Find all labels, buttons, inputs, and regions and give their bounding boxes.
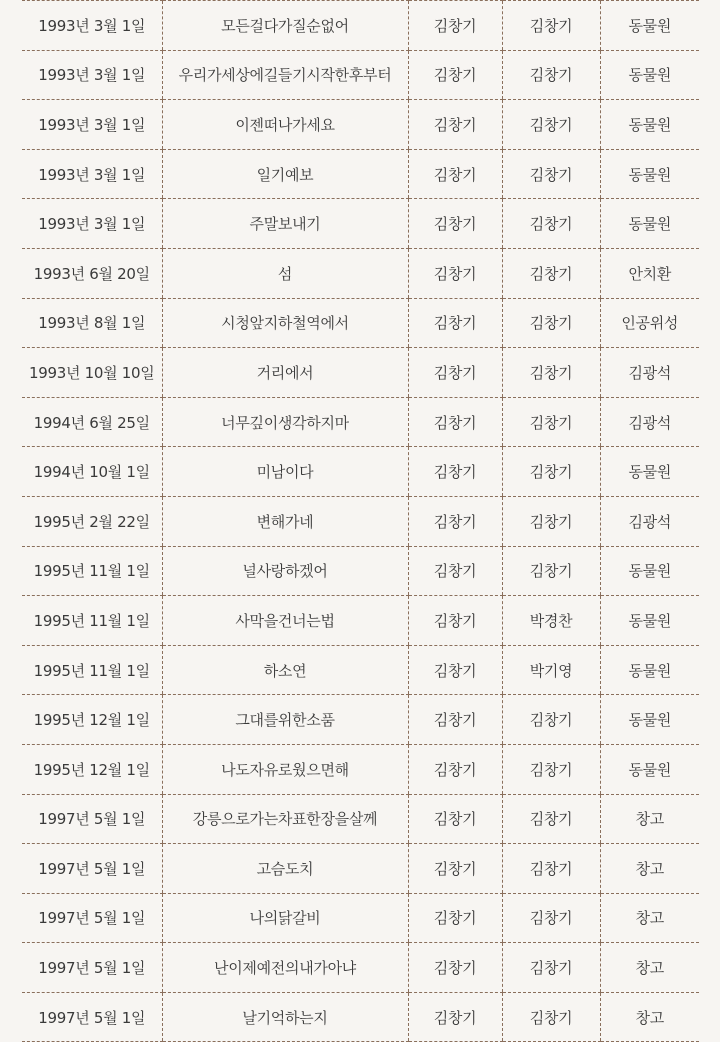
artist-cell: 김광석 (600, 348, 699, 398)
lyricist-cell: 김창기 (408, 943, 502, 993)
table-row (22, 50, 699, 100)
composer-cell: 김창기 (502, 397, 600, 447)
artist-cell: 동물원 (600, 744, 699, 794)
composer-cell: 김창기 (502, 348, 600, 398)
table-row (22, 348, 699, 398)
artist-cell: 동물원 (600, 645, 699, 695)
composer-cell: 김창기 (502, 50, 600, 100)
lyricist-cell: 김창기 (408, 844, 502, 894)
lyricist-cell: 김창기 (408, 199, 502, 249)
table-row (22, 100, 699, 150)
lyricist-cell: 김창기 (408, 992, 502, 1042)
table-row (22, 943, 699, 993)
table-row (22, 149, 699, 199)
artist-cell: 동물원 (600, 100, 699, 150)
song-title-cell: 강릉으로가는차표한장을살께 (162, 794, 408, 844)
lyricist-cell: 김창기 (408, 298, 502, 348)
release-date-cell: 1997년 5월 1일 (22, 992, 162, 1042)
artist-cell: 동물원 (600, 1, 699, 51)
song-title-cell: 나도자유로웠으면해 (162, 744, 408, 794)
composer-cell: 김창기 (502, 893, 600, 943)
composer-cell: 김창기 (502, 992, 600, 1042)
lyricist-cell: 김창기 (408, 893, 502, 943)
lyricist-cell: 김창기 (408, 50, 502, 100)
song-title-cell: 고슴도치 (162, 844, 408, 894)
table-row (22, 546, 699, 596)
song-title-cell: 이젠떠나가세요 (162, 100, 408, 150)
song-title-cell: 우리가세상에길들기시작한후부터 (162, 50, 408, 100)
artist-cell: 김광석 (600, 496, 699, 546)
lyricist-cell: 김창기 (408, 100, 502, 150)
lyricist-cell: 김창기 (408, 596, 502, 646)
release-date-cell: 1994년 10월 1일 (22, 447, 162, 497)
artist-cell: 동물원 (600, 149, 699, 199)
table-row (22, 744, 699, 794)
song-title-cell: 널사랑하겠어 (162, 546, 408, 596)
table-row (22, 1, 699, 51)
song-table-body (22, 1, 699, 1042)
artist-cell: 동물원 (600, 546, 699, 596)
song-title-cell: 나의닭갈비 (162, 893, 408, 943)
composer-cell: 김창기 (502, 248, 600, 298)
composer-cell: 김창기 (502, 149, 600, 199)
table-row (22, 992, 699, 1042)
release-date-cell: 1993년 8월 1일 (22, 298, 162, 348)
release-date-cell: 1993년 3월 1일 (22, 149, 162, 199)
composer-cell: 김창기 (502, 744, 600, 794)
release-date-cell: 1995년 11월 1일 (22, 645, 162, 695)
artist-cell: 김광석 (600, 397, 699, 447)
artist-cell: 창고 (600, 943, 699, 993)
composer-cell: 김창기 (502, 1, 600, 51)
composer-cell: 김창기 (502, 100, 600, 150)
table-row (22, 596, 699, 646)
song-title-cell: 난이제예전의내가아냐 (162, 943, 408, 993)
release-date-cell: 1995년 11월 1일 (22, 596, 162, 646)
song-title-cell: 하소연 (162, 645, 408, 695)
song-table (22, 0, 699, 1042)
table-row (22, 397, 699, 447)
composer-cell: 김창기 (502, 943, 600, 993)
song-title-cell: 미남이다 (162, 447, 408, 497)
table-row (22, 645, 699, 695)
artist-cell: 동물원 (600, 199, 699, 249)
release-date-cell: 1994년 6월 25일 (22, 397, 162, 447)
song-title-cell: 날기억하는지 (162, 992, 408, 1042)
release-date-cell: 1997년 5월 1일 (22, 794, 162, 844)
song-table-container (22, 0, 699, 1042)
release-date-cell: 1997년 5월 1일 (22, 844, 162, 894)
release-date-cell: 1997년 5월 1일 (22, 943, 162, 993)
lyricist-cell: 김창기 (408, 447, 502, 497)
artist-cell: 창고 (600, 992, 699, 1042)
composer-cell: 김창기 (502, 496, 600, 546)
composer-cell: 김창기 (502, 695, 600, 745)
composer-cell: 김창기 (502, 844, 600, 894)
table-row (22, 496, 699, 546)
release-date-cell: 1997년 5월 1일 (22, 893, 162, 943)
lyricist-cell: 김창기 (408, 645, 502, 695)
artist-cell: 창고 (600, 794, 699, 844)
release-date-cell: 1995년 2월 22일 (22, 496, 162, 546)
artist-cell: 안치환 (600, 248, 699, 298)
table-row (22, 298, 699, 348)
artist-cell: 창고 (600, 893, 699, 943)
lyricist-cell: 김창기 (408, 695, 502, 745)
table-row (22, 447, 699, 497)
release-date-cell: 1995년 12월 1일 (22, 695, 162, 745)
composer-cell: 김창기 (502, 546, 600, 596)
lyricist-cell: 김창기 (408, 744, 502, 794)
song-title-cell: 주말보내기 (162, 199, 408, 249)
song-title-cell: 섬 (162, 248, 408, 298)
song-title-cell: 사막을건너는법 (162, 596, 408, 646)
composer-cell: 김창기 (502, 298, 600, 348)
table-row (22, 248, 699, 298)
composer-cell: 김창기 (502, 199, 600, 249)
lyricist-cell: 김창기 (408, 348, 502, 398)
table-row (22, 893, 699, 943)
song-title-cell: 모든걸다가질순없어 (162, 1, 408, 51)
composer-cell: 박경찬 (502, 596, 600, 646)
lyricist-cell: 김창기 (408, 794, 502, 844)
composer-cell: 김창기 (502, 794, 600, 844)
release-date-cell: 1995년 12월 1일 (22, 744, 162, 794)
song-title-cell: 거리에서 (162, 348, 408, 398)
artist-cell: 인공위성 (600, 298, 699, 348)
lyricist-cell: 김창기 (408, 248, 502, 298)
song-title-cell: 일기예보 (162, 149, 408, 199)
composer-cell: 김창기 (502, 447, 600, 497)
lyricist-cell: 김창기 (408, 397, 502, 447)
release-date-cell: 1993년 3월 1일 (22, 100, 162, 150)
release-date-cell: 1993년 10월 10일 (22, 348, 162, 398)
lyricist-cell: 김창기 (408, 496, 502, 546)
song-title-cell: 너무깊이생각하지마 (162, 397, 408, 447)
lyricist-cell: 김창기 (408, 1, 502, 51)
artist-cell: 동물원 (600, 596, 699, 646)
release-date-cell: 1993년 3월 1일 (22, 1, 162, 51)
release-date-cell: 1993년 3월 1일 (22, 50, 162, 100)
table-row (22, 794, 699, 844)
table-row (22, 695, 699, 745)
artist-cell: 동물원 (600, 50, 699, 100)
artist-cell: 창고 (600, 844, 699, 894)
table-row (22, 199, 699, 249)
release-date-cell: 1993년 3월 1일 (22, 199, 162, 249)
artist-cell: 동물원 (600, 695, 699, 745)
table-row (22, 844, 699, 894)
release-date-cell: 1995년 11월 1일 (22, 546, 162, 596)
lyricist-cell: 김창기 (408, 546, 502, 596)
lyricist-cell: 김창기 (408, 149, 502, 199)
artist-cell: 동물원 (600, 447, 699, 497)
song-title-cell: 그대를위한소품 (162, 695, 408, 745)
composer-cell: 박기영 (502, 645, 600, 695)
release-date-cell: 1993년 6월 20일 (22, 248, 162, 298)
song-title-cell: 변해가네 (162, 496, 408, 546)
song-title-cell: 시청앞지하철역에서 (162, 298, 408, 348)
